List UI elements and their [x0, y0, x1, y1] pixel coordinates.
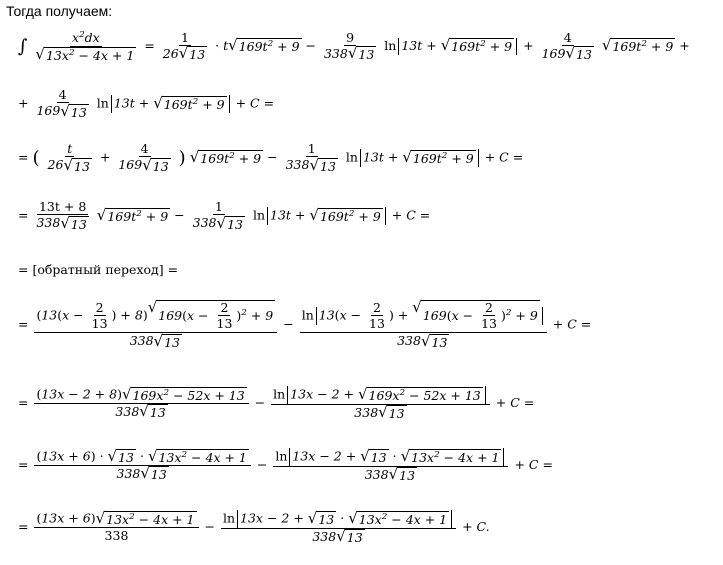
equation-line-2: + 4 169 √ 13 ln 13t + √ $169t^2 + 9$ + C =	[18, 87, 275, 120]
equation-line-6: = (13x − 2 + 8) √ $169x^2 - 52x + 13$ 338 √ 13 − ln 13x − 2 + √ $169x^2 - 52x + 13$ 338 √ 13 + C =	[18, 384, 535, 421]
equation-line-3: = ( t 26 √ 13 + 4 169 √ 13 ) √ $169t^2 + 9$ − 1 338 √ 13 ln 13t + √ $169t^2 + 9$ + C =	[18, 141, 524, 174]
equation-line-8: = (13x + 6) √ $13x^2 - 4x + 1$ 338 − ln 13x − 2 + √ 13 · √ $13x^2 - 4x + 1$ 338 √ 13 + C.	[18, 508, 490, 545]
equation-line-1: ∫ $x^2dx$ √ $13x^2 - 4x + 1$ = 1 26 √ 13 · t √ $169t^2 + 9$ − 9 338 √ 13 ln 13t + √ $169t^2 + 9$ + 4 169 √ 13 √ $169t^2 + 9$ +	[18, 29, 690, 64]
equation-line-5: = (13(x − $\frac{2}{13}$ ) + 8) √ 169(x − $\frac{2}{13}$ )$^2$ + 9 338 √ 13 − ln 13(x − $\frac{2}{13}$ ) + √ 169(x − $\frac{2}{13}$ )$^2$ + 9 338 √ 13 + C =	[18, 298, 592, 350]
equation-line-7: = (13x + 6) · √ 13 · √ $13x^2 - 4x + 1$ 338 √ 13 − ln 13x − 2 + √ 13 · √ $13x^2 - 4x + 1$ 338 √ 13 + C =	[18, 446, 553, 483]
intro-text: Тогда получаем:	[6, 3, 113, 19]
equation-line-4: = 13t + 8 338 √ 13 √ $169t^2 + 9$ − 1 338 √ 13 ln 13t + √ $169t^2 + 9$ + C =	[18, 199, 431, 232]
reverse-step-line: = [обратный переход] =	[18, 262, 179, 277]
